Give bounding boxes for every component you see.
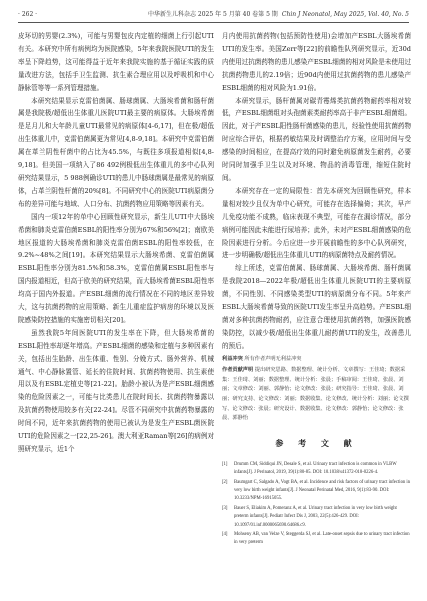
funding-label: 利益冲突: [222, 355, 243, 362]
body-paragraph: 皮环切的男婴(2.3%)，可能与男婴包皮内定植的细菌上行引起UTI有关。本研究中所有病例均为医院感染，5年来我院医院UTI的发生率呈下降趋势，这可能得益于近年来我院实施的基于循证实践的质量改进方法，包括手卫生监测、抗生素合理应用以及呼吸机和中心静脉管等等一系列管理措施。: [18, 32, 214, 92]
reference-item: [222, 531, 411, 548]
author-contributions: [222, 366, 411, 424]
reference-list: [222, 461, 411, 548]
body-paragraph: 本研究结果显示克雷伯菌属、肠球菌属、大肠埃希菌和肠杆菌属是我院极/超低出生体重儿医院UTI最主要的病原体。大肠埃希菌是足月儿和大年龄儿童UTI最常见的病原体[4-6,17]，但在极/超低出生体重儿中，克雷伯菌属更为常见[4,8-9,18]。本研究中克雷伯菌属在革兰阴性杆菌中的占比为45.5%，与既往多项报道相似[4,8-9,18]。但美国一项纳入了86 492例极低出生体重儿的多中心队列研究结果显示，5 988例确诊UTI的患儿中肠球菌属是最常见的病原体，占革兰阴性杆菌的20%[8]。不同研究中心的医院UTI病原菌分布的差异可能与地域、人口分布、抗菌药物应用策略等因素有关。: [18, 96, 214, 208]
journal-name-cn: 中华新生儿科杂志 2025 年 5 月第 40 卷第 5 期: [148, 11, 278, 18]
reference-text: Mohseny AB, van Velze V, Steggerda SJ, et al. Late-onset sepsis due to urinary tract infection in very preterm: [234, 532, 410, 546]
running-header: [18, 8, 409, 23]
body-paragraph: 虽然我院5年间医院UTI的发生率在下降，但大肠埃希菌的ESBL阳性率却逐年增高。产ESBL细菌的感染和定植与多种因素有关，包括出生胎龄、出生体重、性别、分娩方式、肠外营养、机械通气、中心静脉置管、延长的住院时间、抗菌药物使用、抗生素使用以及有ESBL定植史等[21-22]。胎龄小被认为是产ESBL细菌感染的危险因素之一，可能与比类患儿在院时间长、抗菌药物暴露以及抗菌药物使用较多有关[22-24]。尽管不同研究中抗菌药物暴露的时间不同，近年来抗菌药物的使用已被认为是发生产ESBL菌医院UTI的危险因素之一[22,25-26]。澳大利亚Raman等[26]的病例对照研究显示，近1个: [18, 328, 214, 453]
reference-text: Baumgart C, Salgado A, Vogt BA, et al. Incidence and risk factors of urinary tract infection in very low birth weight infants[J]. J Neonatal Perinatal Med, 2016, 9(1):83-90. DOI: 10.3233/NPM-16915055.: [234, 479, 411, 502]
reference-item: [222, 505, 411, 530]
page-number: · 262 ·: [18, 11, 38, 18]
funding-text: 所有作者声明无利益冲突: [244, 355, 302, 362]
body-paragraph: 月内使用抗菌药物(包括预防性使用)会增加产ESBL大肠埃希菌UTI的发生率。美国Zerr等[22]的前瞻性队列研究显示，近30d内使用过抗菌药物的患儿感染产ESBL细菌的相对风险是未使用过抗菌药物患儿的2.19倍；近90d内使用过抗菌药物的患儿感染产ESBL细菌的相对风险为1.91倍。: [222, 32, 411, 92]
body-paragraph: 国内一项12年的单中心回顾性研究显示，新生儿UTI中大肠埃希菌和肺炎克雷伯菌ESBL的阳性率分别为67%和56%[2]；南欧美地区报道的大肠埃希菌和肺炎克雷伯菌ESBL的阳性率较低，在9.2%~48%之间[19]。本研究结果显示大肠埃希菌、克雷伯菌属ESBL阳性率分别为81.5%和58.3%，克雷伯菌属ESBL阳性率与国内报道相近，但高于欧美的研究结果，而大肠埃希菌ESBL阳性率均高于国内外报道。产ESBL细菌的流行情况在不同的地区差异较大，这与抗菌药物的应用策略、新生儿重症监护病房的环境以及医院感染防控措施的实施密切相关[20]。: [18, 212, 214, 324]
reference-item: [222, 461, 411, 478]
reference-item: [222, 479, 411, 504]
right-column: [222, 30, 411, 549]
funding-text: 提出研究思路、数据整理、统计分析、文章撰写：王佳琦；数据采集：王佳琦、刘丽；数据整理、统计分析：张晨；手稿审阅：王佳琦、张晨、刘丽；文章修改：刘丽、郭静怡；论文修改：张晨；研究指导：王佳琦、张晨、刘丽；研究支持、论文修改：刘丽；数据收集、论文修改、统计分析：刘丽；论文撰写、论文修改：张晨；研究设计、数据收集、论文修改：郭静怡；论文修改：张晨、郭静怡: [222, 367, 409, 422]
funding-label: 作者贡献声明: [222, 367, 254, 374]
reference-text: Bauer S, Eliakim A, Pomeranz A, et al. Urinary tract infection in very low birth weight preterm infants[J]. Pediatr Infect Dis J, 2003, 22(5):426-429. DOI: 10.1097/01.inf.0000065690.64686.c9.: [234, 505, 397, 528]
body-paragraph: 本研究显示，肠杆菌属对碳青霉烯类抗菌药物耐药率相对较低，产ESBL细菌组对头孢菌素类耐药率高于非产ESBL细菌组。因此，对于产ESBL阳性肠杆菌感染的患儿，经验性使用抗菌药物时应综合评估，根据药敏结果及时调整治疗方案，应用时间与受感染的时间相应，在提高疗效的同时避免病原菌发生耐药，必要时同时加强手卫生以及对环境、物品的消毒管理，缩短住院时间。: [222, 96, 411, 182]
reference-number: [1]: [222, 461, 228, 467]
reference-text: Drumm CM, Siddiqui JN, Desale S, et al. Urinary tract infection is common in VLBW infants[J]. J Perinatol, 2019, 39(1):80-85. DOI: 10.1038/s41372-018-0226-4.: [234, 461, 397, 476]
reference-number: [3]: [222, 505, 228, 511]
body-paragraph: 本研究存在一定的局限性：首先本研究为回顾性研究，样本量相对较少且仅为单中心研究，可能存在选择偏倚；其次，早产儿免疫功能不成熟，临床表现不典型，可能存在漏诊情况，部分病例可能因此未能进行尿培养；此外，未对产ESBL细菌感染的危险因素进行分析。今后应进一步开展前瞻性的多中心队列研究，进一步明确极/超低出生体重儿UTI的病原菌特点及耐药情况。: [222, 186, 411, 260]
reference-number: [2]: [222, 479, 228, 485]
references-title: 参 考 文 献: [275, 437, 358, 448]
conflict-of-interest: [222, 355, 411, 365]
journal-name-en: Chin J Neonatol, May 2025, Vol. 40, No. 5: [281, 11, 409, 18]
reference-number: [4]: [222, 532, 228, 538]
body-paragraph: 综上所述，克雷伯菌属、肠球菌属、大肠埃希菌、肠杆菌属是我院2018—2022年极/超低出生体重儿医院UTI的主要病原菌，不同性别、不同感染类型UTI的病原菌分布不同。5年来产ESBL大肠埃希菌导致的医院UTI发生率呈升高趋势。产ESBL细菌对多种抗菌药物耐药，应注意合理使用抗菌药物，加强医院感染防控，以减少极/超低出生体重儿耐药菌UTI的发生，改善患儿的预后。: [222, 264, 411, 350]
left-column: [18, 30, 214, 456]
